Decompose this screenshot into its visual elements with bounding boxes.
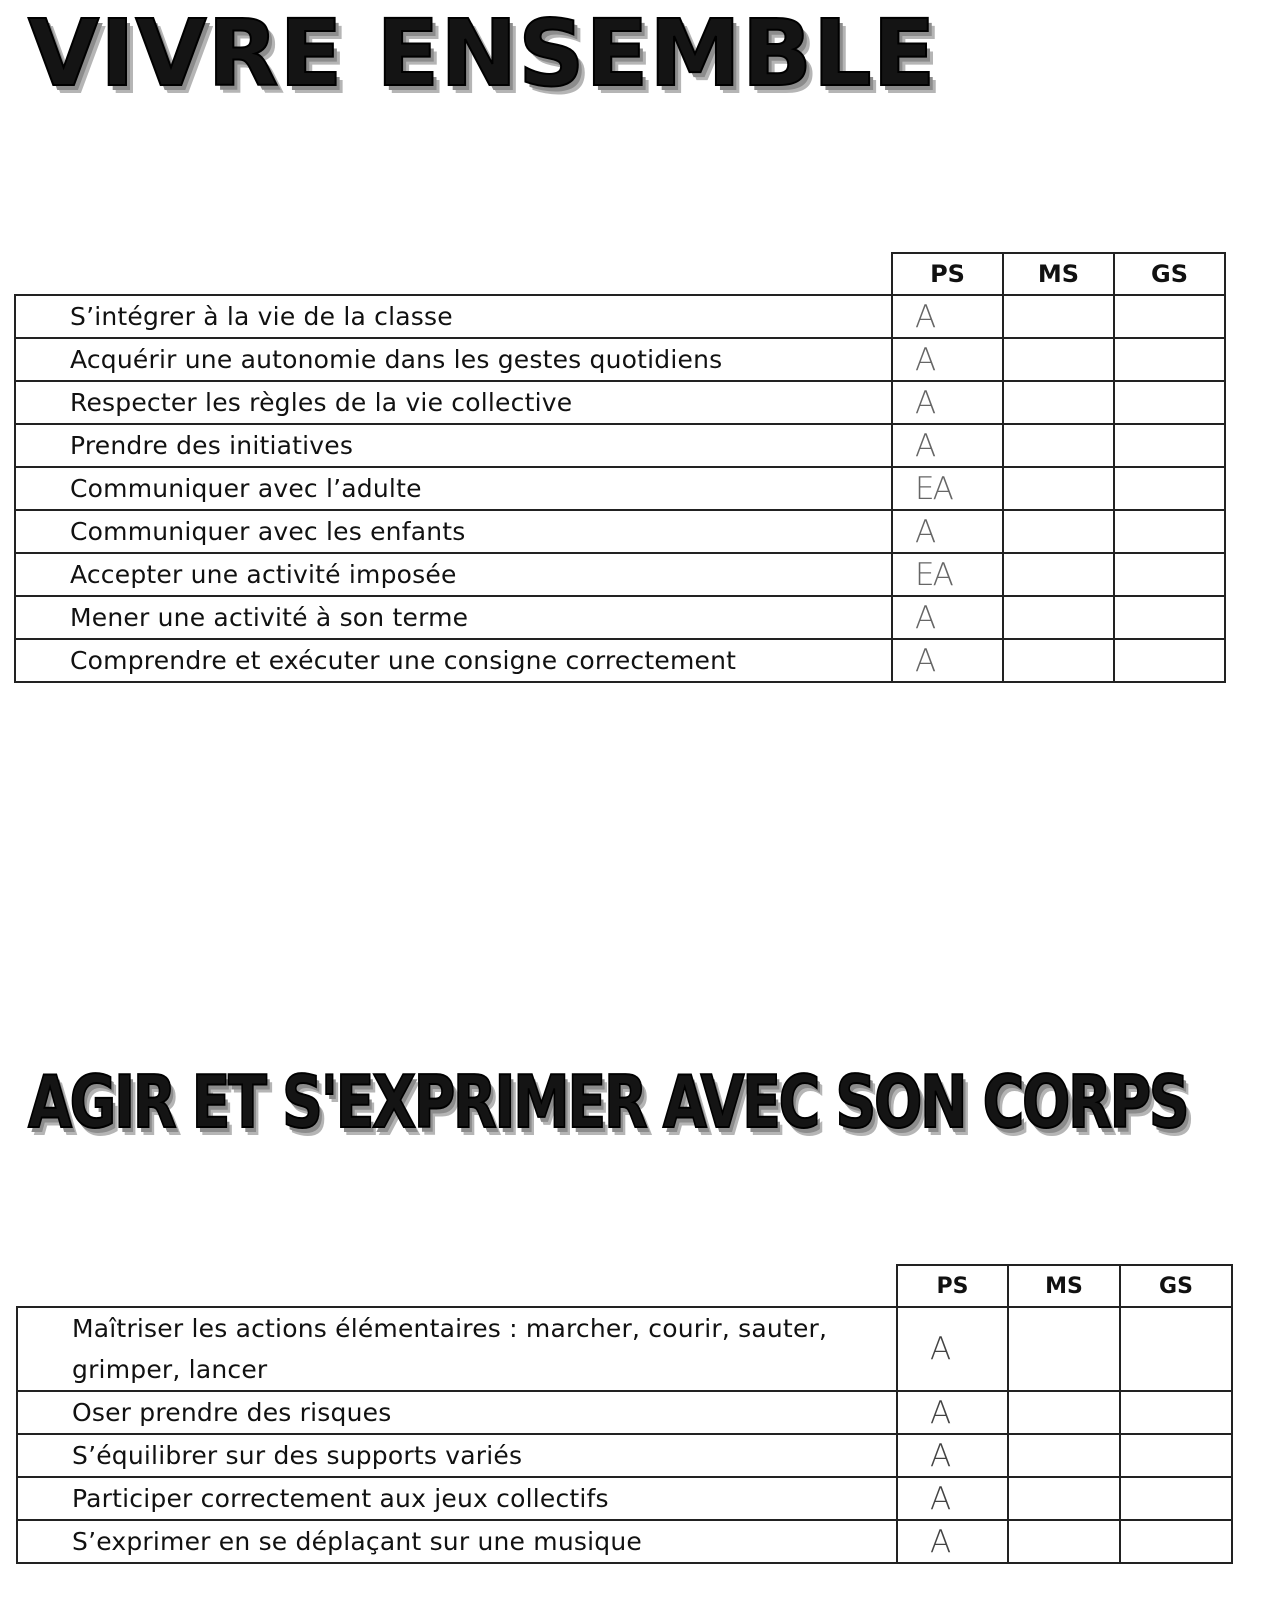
table-row [17, 1434, 1232, 1477]
skill-label: Comprendre et exécuter une consigne correctement [15, 639, 892, 682]
ps-mark: A [897, 1307, 1008, 1391]
table-row [17, 1391, 1232, 1434]
gs-mark [1114, 639, 1225, 682]
gs-mark [1114, 553, 1225, 596]
column-header-gs: GS [1120, 1265, 1232, 1307]
gs-mark [1114, 338, 1225, 381]
ps-mark: EA [892, 467, 1003, 510]
evaluation-table-vivre-ensemble [14, 252, 1226, 683]
ms-mark [1003, 338, 1114, 381]
ps-mark: EA [892, 553, 1003, 596]
table-row [17, 1520, 1232, 1563]
table-row [15, 510, 1225, 553]
section-title-agir-corps: AGIR ET S'EXPRIMER AVEC SON CORPS [28, 1060, 1188, 1144]
ms-mark [1008, 1477, 1120, 1520]
ps-mark: A [892, 510, 1003, 553]
skill-label: Maîtriser les actions élémentaires : marcher, courir, sauter, grimper, lancer [17, 1307, 897, 1391]
ps-mark: A [892, 381, 1003, 424]
ps-mark: A [897, 1520, 1008, 1563]
header-blank-cell [15, 253, 892, 295]
ms-mark [1003, 424, 1114, 467]
skill-label: Acquérir une autonomie dans les gestes quotidiens [15, 338, 892, 381]
table-row [15, 424, 1225, 467]
skill-label: Participer correctement aux jeux collectifs [17, 1477, 897, 1520]
gs-mark [1120, 1477, 1232, 1520]
table-row [15, 467, 1225, 510]
table-header-row [17, 1265, 1232, 1307]
evaluation-table-agir-corps [16, 1264, 1233, 1564]
gs-mark [1120, 1520, 1232, 1563]
ms-mark [1008, 1434, 1120, 1477]
skill-label: Mener une activité à son terme [15, 596, 892, 639]
table-row [15, 639, 1225, 682]
ps-mark: A [892, 338, 1003, 381]
ms-mark [1008, 1307, 1120, 1391]
gs-mark [1120, 1434, 1232, 1477]
skill-label: Respecter les règles de la vie collective [15, 381, 892, 424]
column-header-ps: PS [897, 1265, 1008, 1307]
gs-mark [1114, 596, 1225, 639]
section-title-vivre-ensemble: VIVRE ENSEMBLE [28, 0, 937, 107]
ms-mark [1008, 1520, 1120, 1563]
ms-mark [1003, 295, 1114, 338]
table-row [17, 1307, 1232, 1391]
skill-label: Accepter une activité imposée [15, 553, 892, 596]
table-row [15, 381, 1225, 424]
table-row [15, 596, 1225, 639]
ms-mark [1003, 553, 1114, 596]
skill-label: Prendre des initiatives [15, 424, 892, 467]
gs-mark [1114, 510, 1225, 553]
gs-mark [1120, 1391, 1232, 1434]
ps-mark: A [897, 1434, 1008, 1477]
table-row [15, 295, 1225, 338]
gs-mark [1114, 295, 1225, 338]
gs-mark [1114, 424, 1225, 467]
skill-label: Communiquer avec l’adulte [15, 467, 892, 510]
ms-mark [1003, 510, 1114, 553]
column-header-gs: GS [1114, 253, 1225, 295]
ms-mark [1003, 639, 1114, 682]
skill-label: Oser prendre des risques [17, 1391, 897, 1434]
ms-mark [1008, 1391, 1120, 1434]
ps-mark: A [892, 596, 1003, 639]
gs-mark [1114, 381, 1225, 424]
skill-label: S’équilibrer sur des supports variés [17, 1434, 897, 1477]
gs-mark [1120, 1307, 1232, 1391]
ps-mark: A [892, 295, 1003, 338]
column-header-ms: MS [1003, 253, 1114, 295]
table-row [15, 553, 1225, 596]
table-row [17, 1477, 1232, 1520]
skill-label: S’exprimer en se déplaçant sur une musique [17, 1520, 897, 1563]
skill-label: S’intégrer à la vie de la classe [15, 295, 892, 338]
table-row [15, 338, 1225, 381]
ms-mark [1003, 596, 1114, 639]
ps-mark: A [897, 1477, 1008, 1520]
table-header-row [15, 253, 1225, 295]
header-blank-cell [17, 1265, 897, 1307]
ms-mark [1003, 381, 1114, 424]
skill-label: Communiquer avec les enfants [15, 510, 892, 553]
ps-mark: A [897, 1391, 1008, 1434]
ps-mark: A [892, 639, 1003, 682]
ms-mark [1003, 467, 1114, 510]
gs-mark [1114, 467, 1225, 510]
column-header-ps: PS [892, 253, 1003, 295]
column-header-ms: MS [1008, 1265, 1120, 1307]
ps-mark: A [892, 424, 1003, 467]
